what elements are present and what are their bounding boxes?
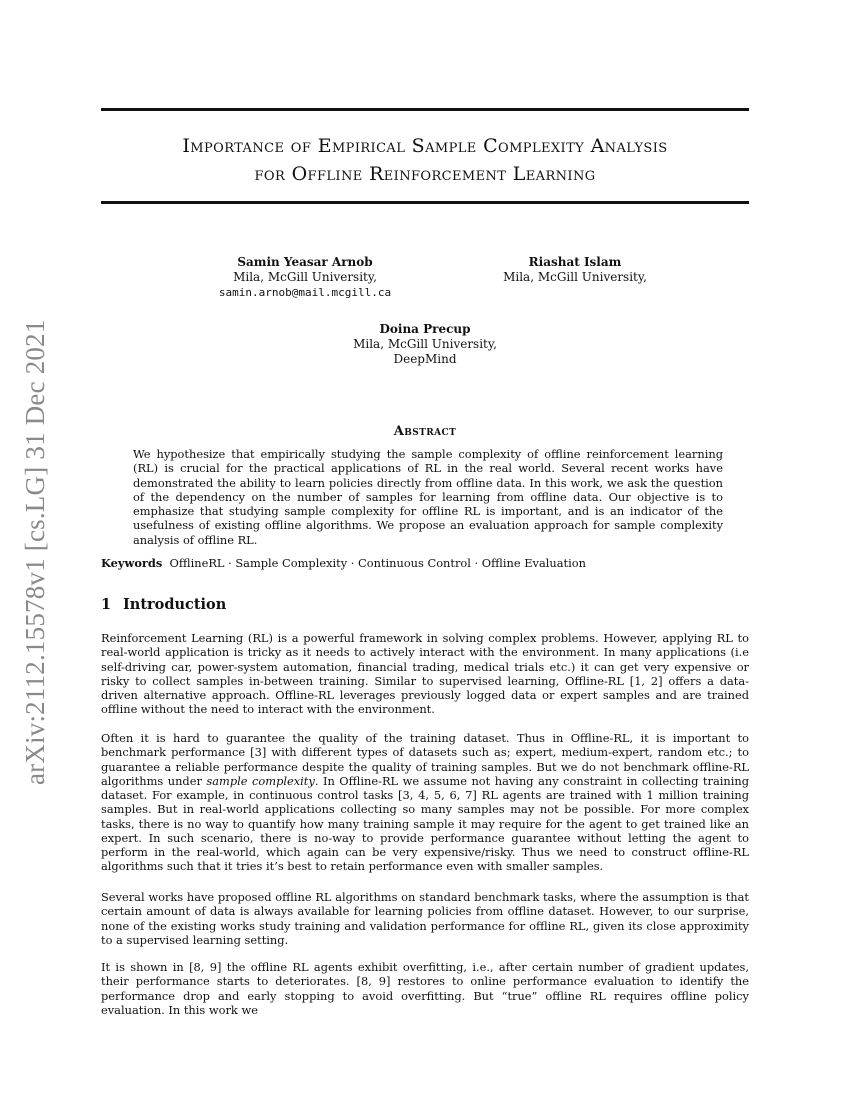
paragraph-2-emphasis: sample complexity (206, 773, 315, 788)
paragraph-1: Reinforcement Learning (RL) is a powerful framework in solving complex problems. However, applying RL to real-world application is tricky as it needs to actively interact with the environment. In many applications (i.e self-driving car, power-system automation, financial trading, medical trials etc.) it can get very expensive or risky to collect samples in-between training. Similar to supervised learning, Offline-RL [1, 2] offers a data-driven alternative approach. Offline-RL leverages previously logged data or expert samples and are trained offline without the need to interact with the environment. (101, 631, 749, 717)
section-title: Introduction (123, 596, 227, 613)
arxiv-identifier: arXiv:2112.15578v1 [cs.LG] 31 Dec 2021 (20, 319, 50, 785)
paragraph-4: It is shown in [8, 9] the offline RL agents exhibit overfitting, i.e., after certain number of gradient updates, their performance starts to deteriorates. [8, 9] restores to online performance evaluation to identify the performance drop and early stopping to avoid overfitting. But “true” offline RL requires offline policy evaluation. In this work we (101, 960, 749, 1017)
author-email[interactable]: samin.arnob@mail.mcgill.ca (218, 286, 392, 299)
title-line-2: for Offline Reinforcement Learning (254, 163, 596, 185)
keywords-label: Keywords (101, 556, 163, 570)
author-name: Samin Yeasar Arnob (237, 255, 373, 269)
title-top-rule (101, 108, 749, 111)
keywords-list: OfflineRL · Sample Complexity · Continuous Control · Offline Evaluation (169, 556, 586, 570)
paragraph-3: Several works have proposed offline RL algorithms on standard benchmark tasks, where the assumption is that certain amount of data is always available for learning policies from offline dataset. However, to our surprise, none of the existing works study training and validation performance for offline RL, given its close approximity to a supervised learning setting. (101, 890, 749, 947)
author-name: Doina Precup (379, 322, 471, 336)
keywords-line (101, 556, 749, 571)
author-block-1 (180, 255, 430, 300)
author-affiliation-2: DeepMind (393, 352, 457, 366)
author-affiliation: Mila, McGill University, (353, 337, 497, 351)
abstract-heading: Abstract (393, 424, 457, 439)
paragraph-2 (101, 731, 749, 874)
abstract-text: We hypothesize that empirically studying the sample complexity of offline reinforcement learning (RL) is crucial for the practical applications of RL in the real world. Several recent works have demonstrated the ability to learn policies directly from offline data. In this work, we ask the question of the dependency on the number of samples for learning from offline data. Our objective is to emphasize that studying sample complexity for offline RL is important, and is an indicator of the usefulness of existing offline algorithms. We propose an evaluation approach for sample complexity analysis of offline RL. (133, 447, 723, 547)
author-block-3 (300, 322, 550, 367)
author-block-2 (470, 255, 680, 285)
title-bottom-rule (101, 201, 749, 204)
paragraph-2-part-a: Often it is hard to guarantee the quality of the training dataset. Thus in Offline-RL, it is important to benchmark performance [3] with different types of datasets such as; expert, medium-expert, random etc.; to guarantee a reliable performance despite the quality of training samples. But we do not benchmark offline-RL algorithms under (101, 731, 749, 788)
author-affiliation: Mila, McGill University, (503, 270, 647, 284)
section-number: 1 (101, 596, 112, 613)
title-line-1: Importance of Empirical Sample Complexity Analysis (182, 135, 668, 157)
author-affiliation: Mila, McGill University, (233, 270, 377, 284)
author-name: Riashat Islam (528, 255, 622, 269)
paper-title (101, 132, 749, 188)
section-heading (101, 596, 226, 613)
paragraph-2-part-b: . In Offline-RL we assume not having any constraint in collecting training dataset. For example, in continuous control tasks [3, 4, 5, 6, 7] RL agents are trained with 1 million training samples. But in real-world applications collecting so many samples may not be possible. For more complex tasks, there is no way to quantify how many training sample it may require for the agent to get trained like an expert. In such scenario, there is no-way to provide performance guarantee without letting the agent to perform in the real-world, which again can be very expensive/risky. Thus we need to construct offline-RL algorithms such that it tries it’s best to retain performance even with smaller samples. (101, 773, 749, 874)
